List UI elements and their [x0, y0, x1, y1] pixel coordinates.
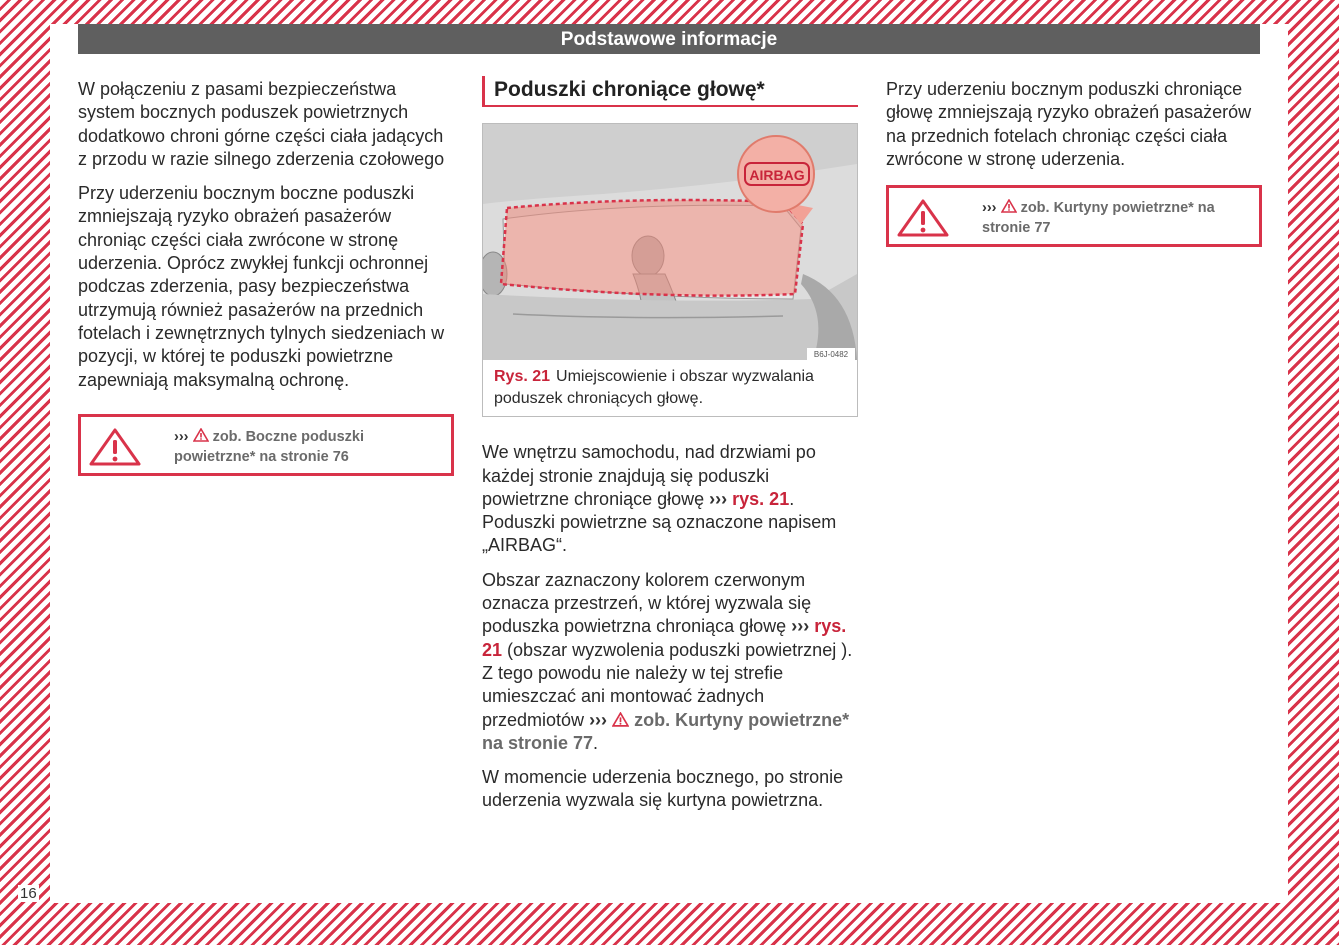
warning-link[interactable]: zob. Boczne poduszki powietrzne* na stronie 76	[174, 428, 365, 465]
column-1	[78, 78, 454, 476]
paragraph: W połączeniu z pasami bezpieczeństwa system bocznych poduszek powietrznych dodatkowo chroni górne części ciała jadących z przodu w razie silnego zderzenia czołowego	[78, 79, 445, 169]
figure-code: B6J-0482	[813, 350, 849, 360]
warning-box	[78, 414, 454, 476]
caption-text: Umiejscowienie i obszar wyzwalania poduszek chroniących głowę.	[494, 368, 814, 408]
warning-reference-link[interactable]: zob. Kurtyny powietrzne* na stronie 77	[482, 709, 850, 753]
warning-text[interactable]: ››› zob. Kurtyny powietrzne* na stronie 77	[982, 200, 1215, 237]
paragraph: Przy uderzeniu bocznym boczne poduszki zmniejszają ryzyko obrażeń pasażerów chroniąc części ciała zwrócone w stronę uderzenia. Oprócz zwykłej funkcji ochronnej podczas zderzenia, pasy bezpieczeństwa utrzymują również pasażerów na przednich fotelach i zewnętrznych tylnych siedzeniach w pozycji, w której te poduszki powietrzne zapewniają maksymalną ochronę.	[78, 183, 445, 390]
paragraph: We wnętrzu samochodu, nad drzwiami po każdej stronie znajdują się poduszki powietrzne chroniące głowę ››› rys. 21. Poduszki powietrzne są oznaczone napisem „AIRBAG“.	[482, 442, 837, 556]
paragraph: Obszar zaznaczony kolorem czerwonym oznacza przestrzeń, w której wyzwala się poduszka powietrzna chroniąca głowę ››› rys. 21 (obszar wyzwolenia poduszki powietrznej ). Z tego powodu nie należy w tej strefie umieszczać ani montować żadnych przedmiotów ››› zob. Kurtyny powietrzne* na stronie 77.	[482, 569, 853, 753]
column-3	[886, 78, 1262, 247]
warning-text[interactable]: ››› zob. Boczne poduszki powietrzne* na stronie 76	[174, 428, 365, 465]
figure	[482, 123, 858, 417]
warning-small-icon	[1001, 200, 1017, 216]
warning-link[interactable]: zob. Kurtyny powietrzne* na stronie 77	[982, 200, 1215, 237]
warning-box	[886, 185, 1262, 247]
caption-label: Rys. 21	[494, 368, 551, 386]
page	[50, 24, 1288, 903]
airbag-label: AIRBAG	[749, 167, 805, 184]
warning-triangle-icon	[87, 427, 143, 473]
paragraph: W momencie uderzenia bocznego, po stronie uderzenia wyzwala się kurtyna powietrzna.	[482, 767, 844, 811]
paragraph: Przy uderzeniu bocznym poduszki chroniące głowę zmniejszają ryzyko obrażeń pasażerów na przednich fotelach chroniąc części ciała zwrócone w stronę uderzenia.	[886, 79, 1252, 169]
airbag-illustration	[483, 124, 857, 360]
section-title: Poduszki chroniące głowę*	[482, 76, 858, 107]
figure-reference-link[interactable]: rys. 21	[732, 488, 790, 509]
page-number: 16	[20, 885, 37, 902]
warning-small-icon	[193, 429, 209, 445]
figure-caption	[483, 360, 857, 416]
warning-small-icon	[612, 710, 629, 730]
page-header: Podstawowe informacje	[78, 24, 1260, 54]
figure-reference-link[interactable]: rys. 21	[482, 616, 847, 660]
column-2	[482, 76, 858, 824]
warning-triangle-icon	[895, 198, 951, 244]
